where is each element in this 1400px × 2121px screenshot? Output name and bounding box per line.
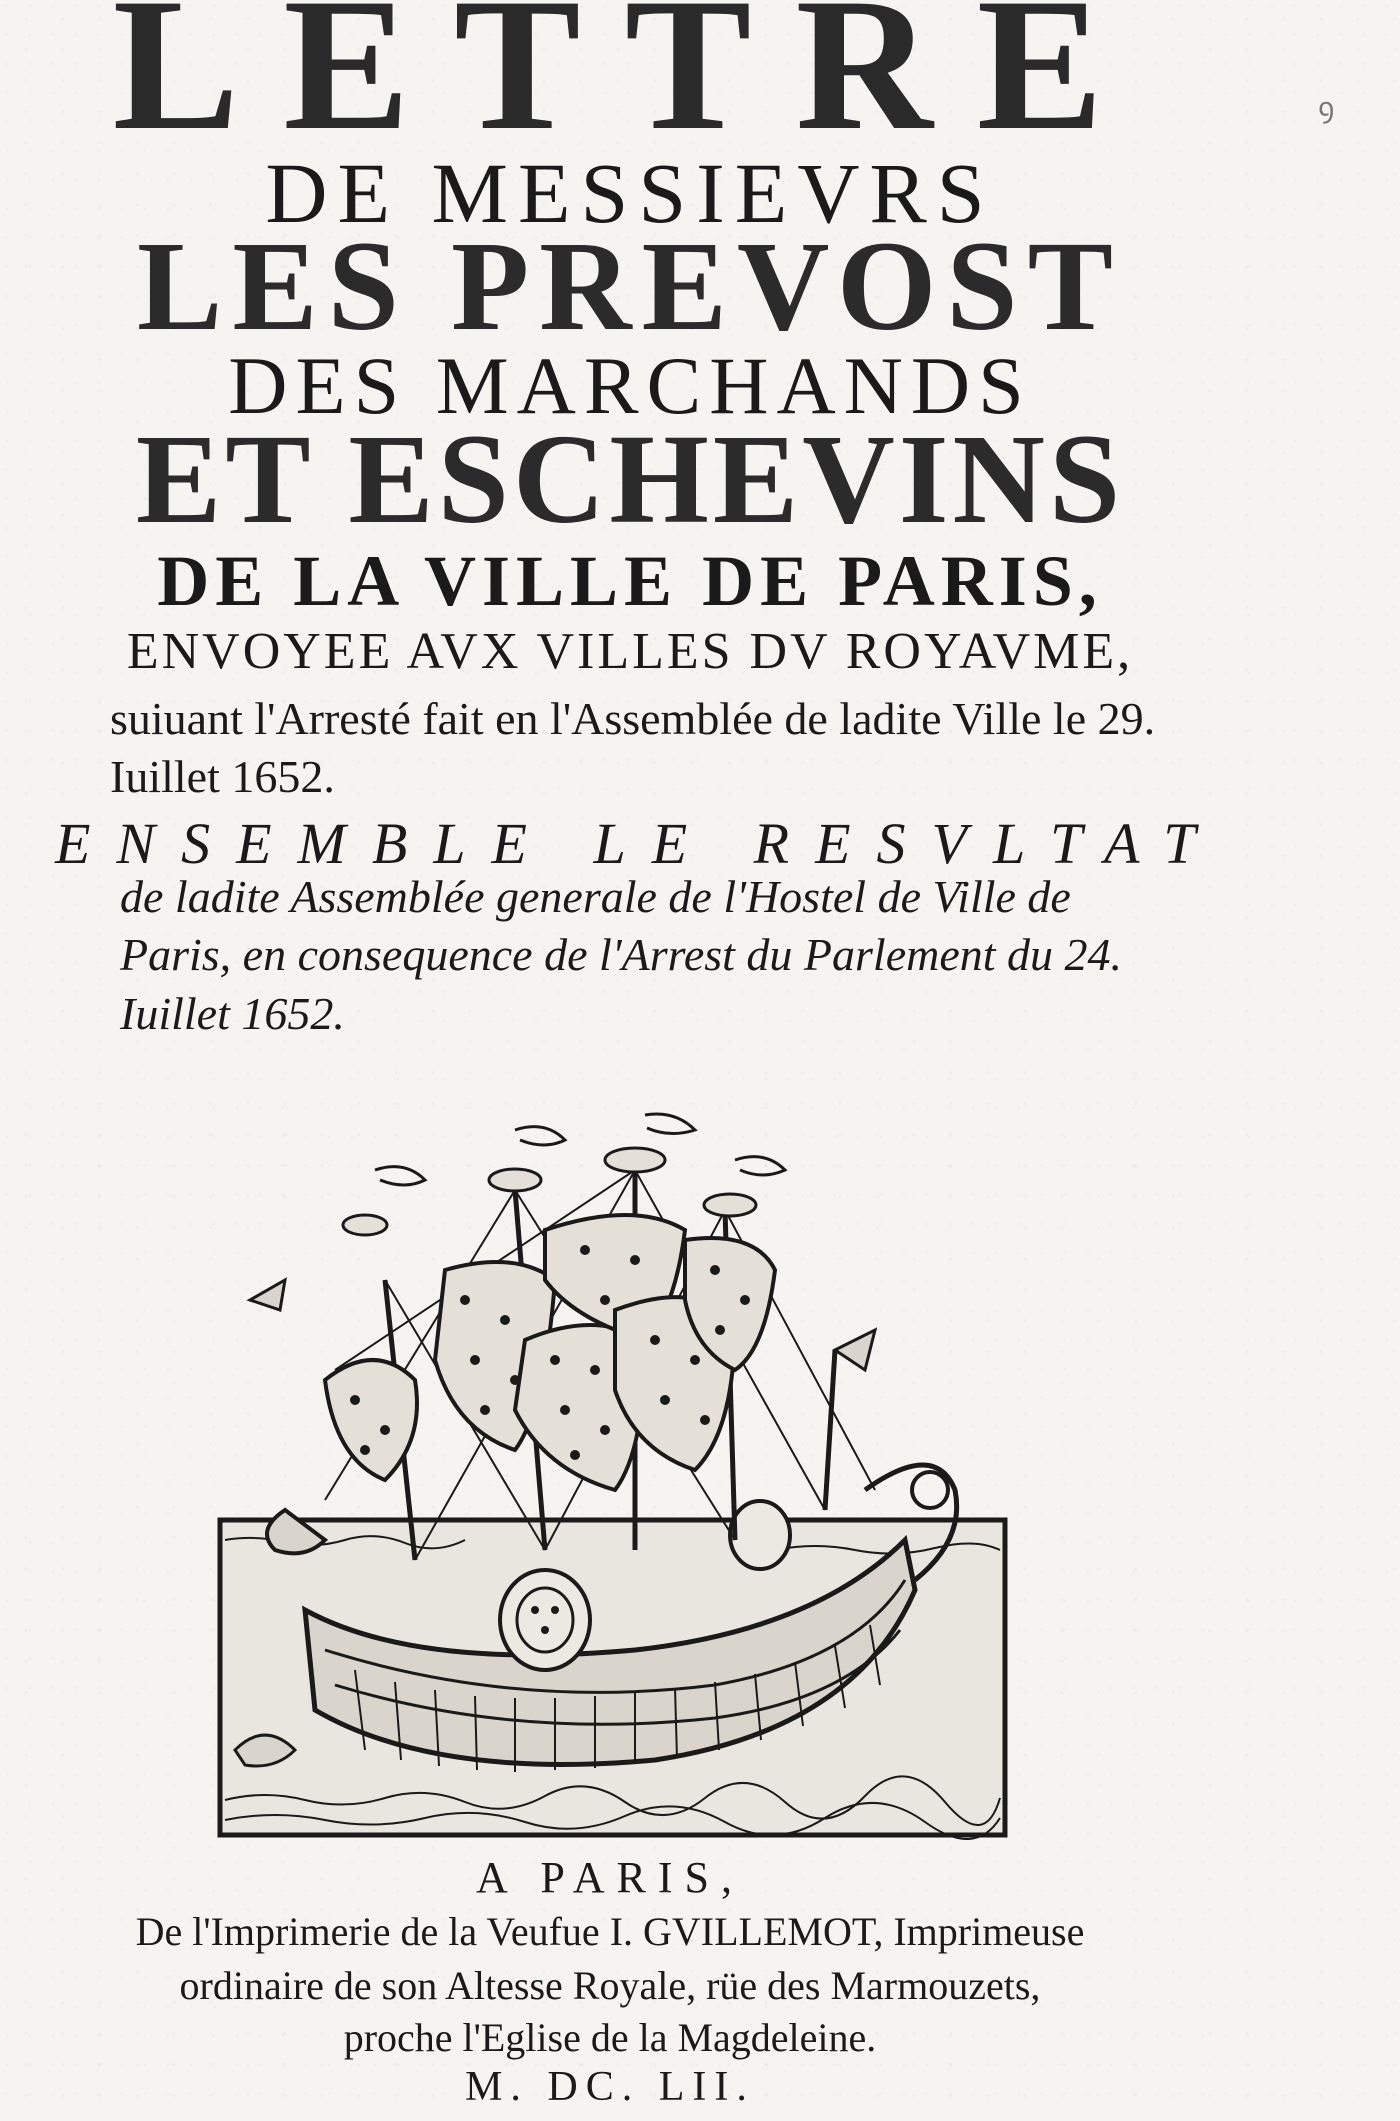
title-line-10: de ladite Assemblée generale de l'Hostel de Ville de Paris, en consequence de l'Arrest du Parlement du 24. Iuillet 1652. <box>120 871 1123 1039</box>
title-main: LETTRE <box>112 0 1148 170</box>
title-line-5: ET ESCHEVINS <box>135 408 1125 550</box>
title-line-3: LES PREVOST <box>137 215 1123 357</box>
title-line-2: DE MESSIEVRS <box>265 145 995 241</box>
imprint-line-2: ordinaire de son Altesse Royale, rüe des Marmouzets, <box>179 1963 1041 2008</box>
title-line-8: suiuant l'Arresté fait en l'Assemblée de ladite Ville le 29. Iuillet 1652. <box>110 693 1156 802</box>
title-line-9: ENSEMBLE LE RESVLTAT <box>55 811 1222 876</box>
margin-mark: ꝯ <box>1318 93 1335 124</box>
title-line-4: DES MARCHANDS <box>228 340 1032 431</box>
imprint-printer: De l'Imprimerie de la Veufue I. GVILLEMOT, Imprimeuse <box>135 1909 1085 1954</box>
ship-woodcut <box>215 1110 1010 1840</box>
imprint-line-3: proche l'Eglise de la Magdeleine. <box>343 2015 877 2060</box>
title-line-6: DE LA VILLE DE PARIS, <box>157 541 1103 621</box>
imprint-place: A PARIS, <box>475 1853 745 1902</box>
title-line-7: ENVOYEE AVX VILLES DV ROYAVME, <box>126 623 1134 680</box>
imprint-year: M. DC. LII. <box>465 2064 755 2110</box>
